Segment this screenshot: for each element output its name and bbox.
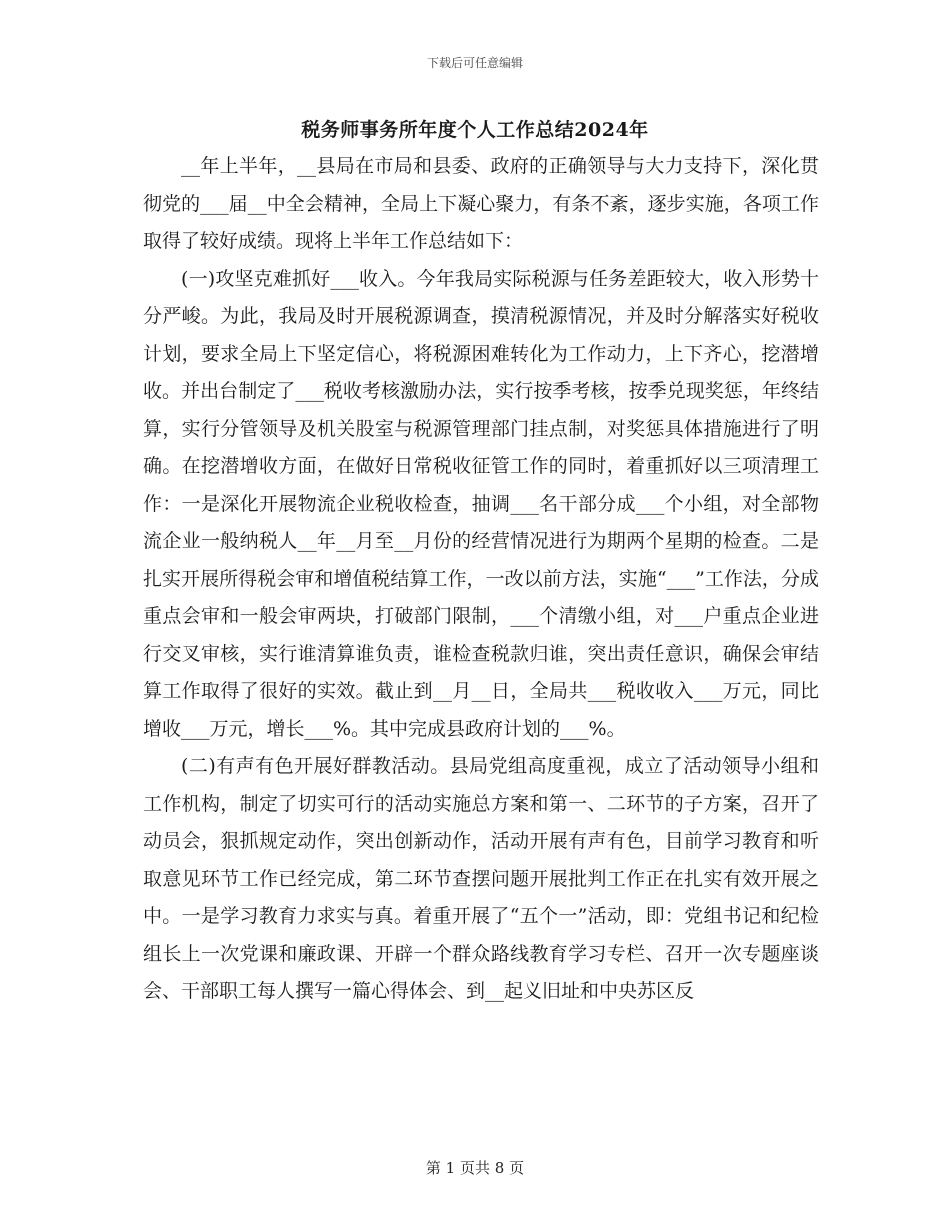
document-title: 税务师事务所年度个人工作总结2024年 [301,119,649,141]
document-body [143,148,819,1011]
paragraph-intro: __年上半年，__县局在市局和县委、政府的正确领导与大力支持下，深化贯彻党的___届__中全会精神，全局上下凝心聚力，有条不紊，逐步实施，各项工作取得了较好成绩。现将上半年工作总结如下： [143,155,819,252]
paragraph-section-2: (二)有声有色开展好群教活动。县局党组高度重视，成立了活动领导小组和工作机构，制定了切实可行的活动实施总方案和第一、二环节的子方案，召开了动员会，狠抓规定动作，突出创新动作，活动开展有声有色，目前学习教育和听取意见环节工作已经完成，第二环节查摆问题开展批判工作正在扎实有效开展之中。一是学习教育力求实与真。着重开展了“五个一”活动，即：党组书记和纪检组长上一次党课和廉政课、开辟一个群众路线教育学习专栏、召开一次专题座谈会、干部职工每人撰写一篇心得体会、到__起义旧址和中央苏区反 [143,755,819,1002]
page-header: 下载后可任意编辑 [426,56,523,70]
paragraph-section-1: (一)攻坚克难抓好___收入。今年我局实际税源与任务差距较大，收入形势十分严峻。为此，我局及时开展税源调查，摸清税源情况，并及时分解落实好税收计划，要求全局上下坚定信心，将税源困难转化为工作动力，上下齐心，挖潜增收。并出台制定了___税收考核激励办法，实行按季考核，按季兑现奖惩，年终结算，实行分管领导及机关股室与税源管理部门挂点制，对奖惩具体措施进行了明确。在挖潜增收方面，在做好日常税收征管工作的同时，着重抓好以三项清理工作：一是深化开展物流企业税收检查，抽调___名干部分成___个小组，对全部物流企业一般纳税人__年__月至__月份的经营情况进行为期两个星期的检查。二是扎实开展所得税会审和增值税结算工作，一改以前方法，实施“___”工作法，分成重点会审和一般会审两块，打破部门限制，___个清缴小组，对___户重点企业进行交叉审核，实行谁清算谁负责，谁检查税款归谁，突出责任意识，确保会审结算工作取得了很好的实效。截止到__月__日，全局共___税收收入___万元，同比增收___万元，增长___%。其中完成县政府计划的___%。 [143,267,819,740]
page-footer: 第 1 页共 8 页 [425,1159,525,1177]
